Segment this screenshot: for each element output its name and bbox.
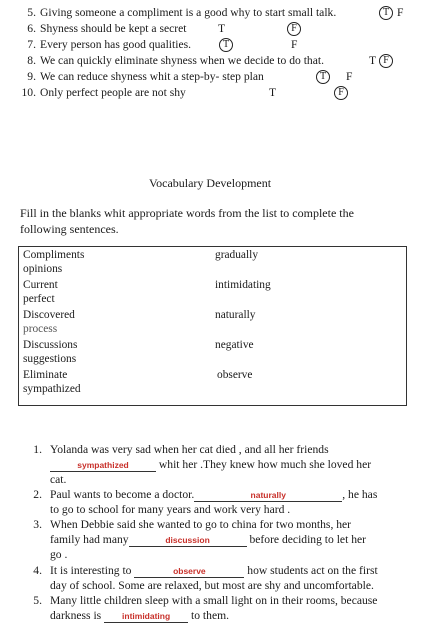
word-list-item: Eliminate [23,369,68,381]
answer-blank [129,534,247,547]
tf-item-text: Only perfect people are not shy [40,86,186,99]
answer-blank [194,489,342,502]
tf-true-mark: T [218,22,226,35]
sentence-line [50,473,66,487]
word-list-item: Current [23,279,58,291]
tf-false-mark-circled: F [287,22,301,36]
tf-false-mark: F [291,38,298,51]
instructions: Fill in the blanks whit appropriate words from the list to complete the following sentences. [20,206,354,236]
tf-item-text: Shyness should be kept a secret [40,22,187,35]
answer-blank [134,565,244,578]
sentence-number: 3. [33,518,42,531]
sentence-number: 2. [33,488,42,501]
tf-true-mark-circled: T [219,38,233,52]
tf-item-number: 10. [21,86,36,99]
tf-false-mark: F [397,6,404,19]
sentence-text: go . [50,548,68,561]
sentence-line [50,609,229,623]
handwritten-answer: observe [173,566,206,576]
handwritten-answer: naturally [250,490,286,500]
word-list-item: opinions [23,263,63,275]
word-list-item: observe [217,369,253,381]
sentence-number: 5. [33,594,42,607]
sentence-line [50,533,366,547]
sentence-line [50,503,290,517]
tf-item-text: Every person has good qualities. [40,38,192,51]
tf-item-number: 5. [27,6,36,19]
sentence-text: family had many [50,533,129,546]
answer-blank [50,459,156,472]
sentence-text: darkness is [50,609,102,622]
word-list-item: process [23,323,58,335]
sentence-text: Yolanda was very sad when her cat died , and all her friends [50,443,329,456]
answer-blank [104,610,188,623]
tf-item-text: Giving someone a compliment is a good why to start small talk. [40,6,337,19]
tf-item-text: We can reduce shyness whit a step-by- step plan [40,70,264,83]
tf-item-number: 9. [27,70,36,83]
tf-item-number: 6. [27,22,36,35]
sentence-line [50,458,371,472]
word-list-item: Compliments [23,249,85,261]
tf-item-text: We can quickly eliminate shyness when we decide to do that. [40,54,324,67]
tf-true-mark: T [369,54,377,67]
sentence-text: Many little children sleep with a small light on in their rooms, because [50,594,378,607]
word-list-item: negative [215,339,254,351]
sentence-line [50,548,67,562]
sentence-text: to them. [191,609,230,622]
sentence-text: day of school. Some are relaxed, but most are shy and uncomfortable. [50,579,374,592]
sentence-number: 1. [33,443,42,456]
sentence-number: 4. [33,564,42,577]
sentence-text: Paul wants to become a doctor. naturally , he has [50,488,378,501]
handwritten-answer: intimidating [122,611,171,621]
tf-false-mark-circled: F [379,54,393,68]
handwritten-answer: discussion [165,535,210,545]
sentence-text: whit her .They knew how much she loved her [158,458,372,471]
word-list-item: Discovered [23,309,75,321]
word-list-item: intimidating [215,279,271,291]
tf-item-number: 7. [27,38,36,51]
handwritten-answer: sympathized [77,460,129,470]
word-list-box [18,246,407,406]
tf-true-mark: T [269,86,277,99]
word-list-item: Discussions [23,339,78,351]
sentence-text: When Debbie said she wanted to go to china for two months, her [50,518,352,531]
tf-true-mark-circled: T [379,6,393,20]
sentence-text: before deciding to let her [249,533,367,546]
tf-item-number: 8. [27,54,36,67]
word-list-item: naturally [215,309,256,321]
word-list-item: gradually [215,249,259,261]
word-list-item: perfect [23,293,55,305]
sentence-text: cat. [50,473,67,486]
tf-true-mark-circled: T [316,70,330,84]
sentence-text: to go to school for many years and work very hard . [50,503,291,516]
word-list-item: sympathized [23,383,81,395]
sentence-line [50,579,374,593]
section-title: Vocabulary Development [149,176,272,190]
word-list-item: suggestions [23,353,77,365]
tf-false-mark-circled: F [334,86,348,100]
tf-false-mark: F [346,70,353,83]
sentence-text: It is interesting to observe how students act on the first [50,564,378,577]
